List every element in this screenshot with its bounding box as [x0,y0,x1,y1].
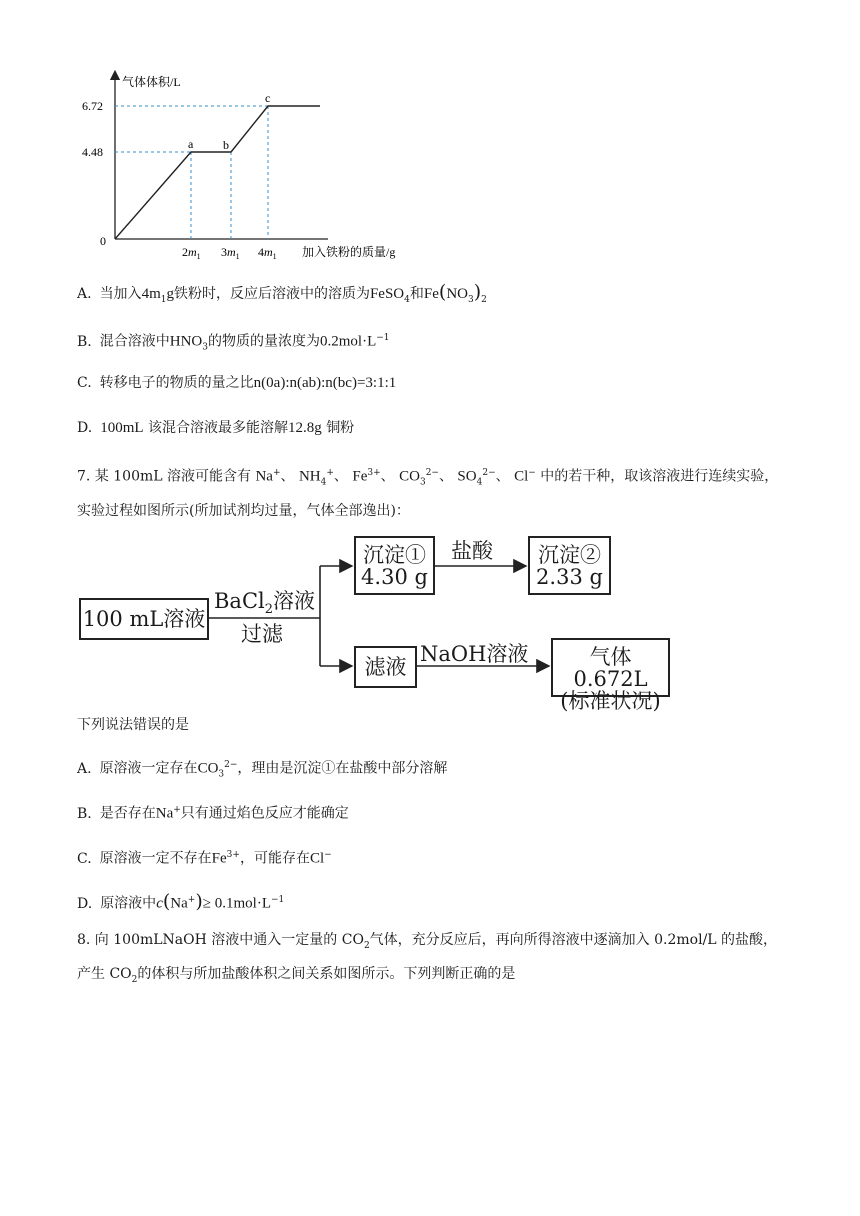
text: ，理由是沉淀①在盐酸中部分溶解 [237,760,448,777]
reagent-naoh-label [420,642,528,666]
xtick-3m1: $3m_1$ [221,245,240,261]
text: 盐酸 [451,539,493,563]
ion: CO [399,468,420,485]
superscript: + [187,895,196,905]
option-label: B. [77,333,92,350]
dot: · [362,333,368,350]
ion: Cl [514,468,529,485]
ion: Fe [211,850,227,867]
subscript: 2 [264,602,274,618]
q7-question [77,715,189,735]
unit: L [261,895,271,912]
subscript: 4 [320,477,327,488]
reagent-bacl2-label [214,589,315,622]
ion: SO [457,468,477,485]
subscript: 4 [404,294,410,305]
q7-option-b [77,800,349,824]
q8-stem-line2 [77,964,515,990]
ion: CO [197,760,219,777]
text: 4m [141,286,161,302]
formula: Fe [423,286,439,302]
ytick-448: 4.48 [82,145,103,159]
dot: · [256,895,262,912]
option-label: C. [77,375,92,391]
ytick-672: 6.72 [82,99,103,113]
text: NaOH溶液 [420,642,529,666]
ion: Fe [352,468,368,485]
formula: FeSO [369,286,405,302]
sep: 、 [280,468,295,485]
text: 只有通过焰色反应才能确定 [180,805,349,822]
precipitate-2-box [528,536,611,595]
q7-option-d [77,890,284,914]
text: 过滤 [241,622,283,646]
point-c-label: c [265,91,271,105]
start-solution-box [79,598,209,640]
superscript: 3+ [226,850,240,860]
box-text: 滤液 [364,655,407,679]
text: 溶液 [273,589,316,613]
subscript: 2 [131,974,138,985]
text: g [166,286,174,302]
box-text: 沉淀① [363,543,426,567]
ion: NH [298,468,321,485]
text: 和 [409,286,424,302]
text: 原溶液一定不存在 [99,850,212,867]
text: 下列说法错误的是 [77,717,189,733]
xtick-4m1: $4m_1$ [258,245,277,261]
q7-option-a [77,755,447,784]
filtration-label [241,622,283,646]
value: ≥ 0.1mol [202,895,257,912]
text: 产生 CO [77,966,132,982]
box-text: 2.33 g [536,565,603,589]
superscript: −1 [271,895,285,905]
superscript: 3+ [367,468,381,478]
ion: Na [170,895,188,912]
superscript: + [173,805,181,815]
text: 当加入 [99,286,142,302]
text: BaCl [214,589,265,613]
superscript: − [324,850,332,860]
superscript: 2− [482,468,496,478]
text: 混合溶液中 [99,333,170,350]
text: 的物质的量浓度为 [207,333,320,350]
text: 原溶液中 [100,895,157,912]
gas-box [551,638,670,713]
text: ，可能存在 [239,850,310,867]
ion: Cl [309,850,325,867]
text: 该混合溶液最多能溶解 [147,420,288,436]
text: 实验过程如图所示(所加试剂均过量，气体全部逸出)： [77,503,410,519]
y-axis-label: 气体体积/L [122,75,181,89]
ion: Na [255,468,273,485]
symbol: c [156,895,163,912]
q8-stem-line1 [77,930,777,956]
q7-option-c [77,845,332,869]
superscript: 2− [224,760,238,770]
box-text: (标准状况) [560,689,661,713]
subscript: 1 [160,294,167,305]
ion: Na [155,805,174,822]
text: 的体积与所加盐酸体积之间关系如图所示。下列判断正确的是 [137,966,516,982]
option-label: B. [77,805,92,822]
text: 8. 向 100mLNaOH 溶液中通入一定量的 CO [77,932,364,948]
option-label: A. [77,760,92,777]
box-text: 4.30 g [361,565,428,589]
subscript: 2 [363,940,370,951]
precipitate-1-box [354,536,435,595]
paren: ( [438,281,447,303]
superscript: + [326,468,334,478]
option-label: A. [77,286,92,302]
x-axis-label: 加入铁粉的质量/g [302,245,396,259]
point-a-label: a [188,137,194,151]
text: 是否存在 [99,805,156,822]
subscript: 3 [202,342,208,353]
paren: ) [473,281,482,303]
subscript: 3 [218,769,225,780]
formula: NO [446,286,468,302]
superscript: + [272,468,281,478]
subscript: 4 [476,477,483,488]
subscript: 3 [419,477,426,488]
option-label: D. [77,895,93,912]
sep: 、 [333,468,348,485]
text: 7. 某 100mL 溶液可能含有 [77,468,252,485]
box-text: 气体0.672L [573,645,648,691]
box-text: 沉淀② [538,543,601,567]
text: 铁粉时，反应后溶液中的溶质为 [173,286,370,302]
value: 100mL [100,420,144,436]
subscript: 2 [481,294,487,305]
option-label: C. [77,850,92,867]
superscript: − [528,468,536,478]
unit: L [367,333,377,350]
superscript: −1 [376,333,390,343]
value: 12.8g [287,420,322,436]
option-label: D. [77,420,93,436]
formula: HNO [169,333,203,350]
reagent-hcl-label [451,539,493,563]
sep: 、 [380,468,395,485]
point-b-label: b [223,138,229,152]
text: 原溶液一定存在 [99,760,198,777]
paren: ( [162,890,171,913]
xtick-2m1: $2m_1$ [182,245,201,261]
paren: ) [195,890,203,913]
text: 气体，充分反应后，再向所得溶液中逐滴加入 0.2mol/L 的盐酸， [369,932,778,948]
ratio: n(0a):n(ab):n(bc)=3:1:1 [253,375,397,391]
text: 中的若干种，取该溶液进行连续实验， [540,468,779,485]
sep: 、 [495,468,510,485]
subscript: 3 [467,294,474,305]
text: 铜粉 [326,420,355,436]
origin-label: 0 [100,234,106,248]
filtrate-box [354,646,417,688]
superscript: 2− [425,468,439,478]
text: 转移电子的物质的量之比 [99,375,254,391]
box-text: 100 mL溶液 [82,607,206,631]
value: 0.2mol [319,333,363,350]
sep: 、 [438,468,453,485]
